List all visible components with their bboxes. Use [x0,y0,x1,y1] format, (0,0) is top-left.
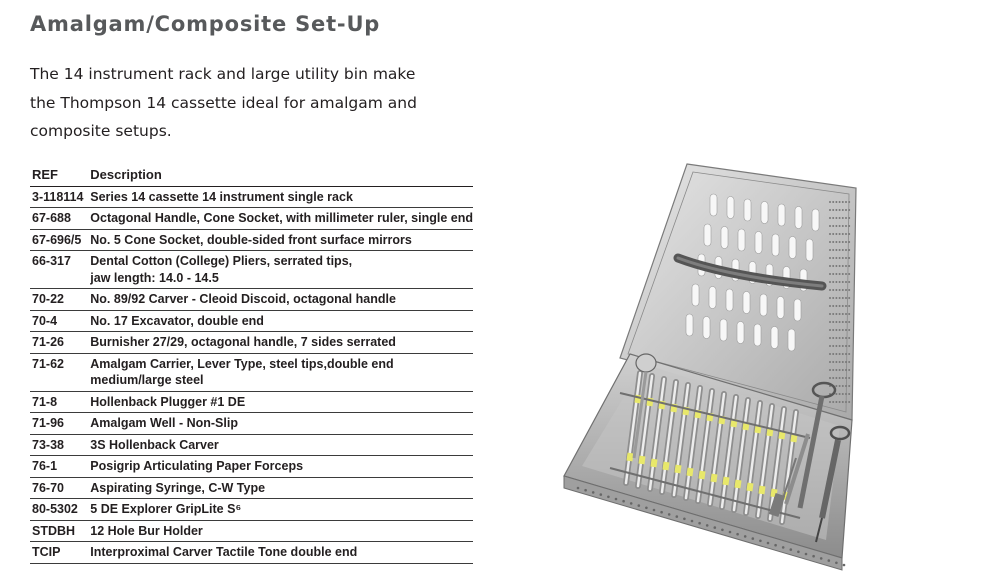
description-cell [88,229,473,251]
ref-cell: 3-118114 [30,186,88,208]
description-line: No. 5 Cone Socket, double-sided front surface mirrors [90,232,412,247]
table-row [30,310,473,332]
ref-cell: 67-688 [30,208,88,230]
description-cell [88,477,473,499]
ref-cell: STDBH [30,520,88,542]
table-row [30,251,473,289]
ref-cell: TCIP [30,542,88,564]
description-cell [88,208,473,230]
description-cell [88,391,473,413]
table-row [30,332,473,354]
description-cell [88,413,473,435]
table-row [30,289,473,311]
description-line: Burnisher 27/29, octagonal handle, 7 sides serrated [90,335,396,349]
page-title: Amalgam/Composite Set-Up [30,12,381,36]
description-cell [88,434,473,456]
column-header-ref: REF [30,166,88,186]
table-row [30,208,473,230]
ref-cell: 71-26 [30,332,88,354]
table-row [30,499,473,521]
instrument-table [30,166,473,564]
intro-paragraph [30,60,450,146]
description-line: No. 89/92 Carver - Cleoid Discoid, octagonal handle [90,292,396,306]
description-line: Octagonal Handle, Cone Socket, with millimeter ruler, single end [90,211,473,225]
intro-line: The 14 instrument rack and large utility bin make [30,65,416,83]
description-line: 12 Hole Bur Holder [90,523,203,538]
description-cell [88,456,473,478]
description-cell [88,186,473,208]
ref-cell: 76-70 [30,477,88,499]
description-line: Amalgam Well - Non-Slip [90,416,238,430]
description-cell [88,332,473,354]
table-row [30,391,473,413]
ref-cell: 70-22 [30,289,88,311]
column-header-description: Description [88,166,473,186]
table-row [30,413,473,435]
table-row [30,229,473,251]
description-line: Amalgam Carrier, Lever Type, steel tips,double end [90,356,394,371]
table-row [30,542,473,564]
ref-cell: 76-1 [30,456,88,478]
description-cell [88,499,473,521]
description-cell [88,542,473,564]
description-line: Hollenback Plugger #1 DE [90,394,246,409]
ref-cell: 71-62 [30,353,88,391]
description-line: No. 17 Excavator, double end [90,313,264,328]
description-cell [88,289,473,311]
intro-line: the Thompson 14 cassette ideal for amalgam and [30,93,417,112]
table-row [30,456,473,478]
table-body [30,186,473,563]
ref-cell: 71-8 [30,391,88,413]
description-line: 5 DE Explorer GripLite S⁶ [90,502,242,516]
description-line: medium/large steel [90,373,204,387]
ref-cell: 80-5302 [30,499,88,521]
ref-cell: 70-4 [30,310,88,332]
ref-cell: 73-38 [30,434,88,456]
table-row [30,353,473,391]
description-cell [88,251,473,289]
description-cell [88,353,473,391]
ref-cell: 71-96 [30,413,88,435]
table-row [30,520,473,542]
description-cell [88,520,473,542]
table-row [30,186,473,208]
table-row [30,434,473,456]
ref-cell: 66-317 [30,251,88,289]
table-header-row [30,166,473,186]
intro-line: composite setups. [30,122,172,140]
description-line: Dental Cotton (College) Pliers, serrated tips, [90,254,353,268]
table-row [30,477,473,499]
description-line: Aspirating Syringe, C-W Type [90,480,266,495]
description-cell [88,310,473,332]
ref-cell: 67-696/5 [30,229,88,251]
description-line: jaw length: 14.0 - 14.5 [90,270,219,285]
description-line: 3S Hollenback Carver [90,437,219,452]
description-line: Series 14 cassette 14 instrument single rack [90,189,353,204]
cassette-photo [560,158,860,578]
description-line: Posigrip Articulating Paper Forceps [90,459,304,473]
description-line: Interproximal Carver Tactile Tone double end [90,545,358,559]
